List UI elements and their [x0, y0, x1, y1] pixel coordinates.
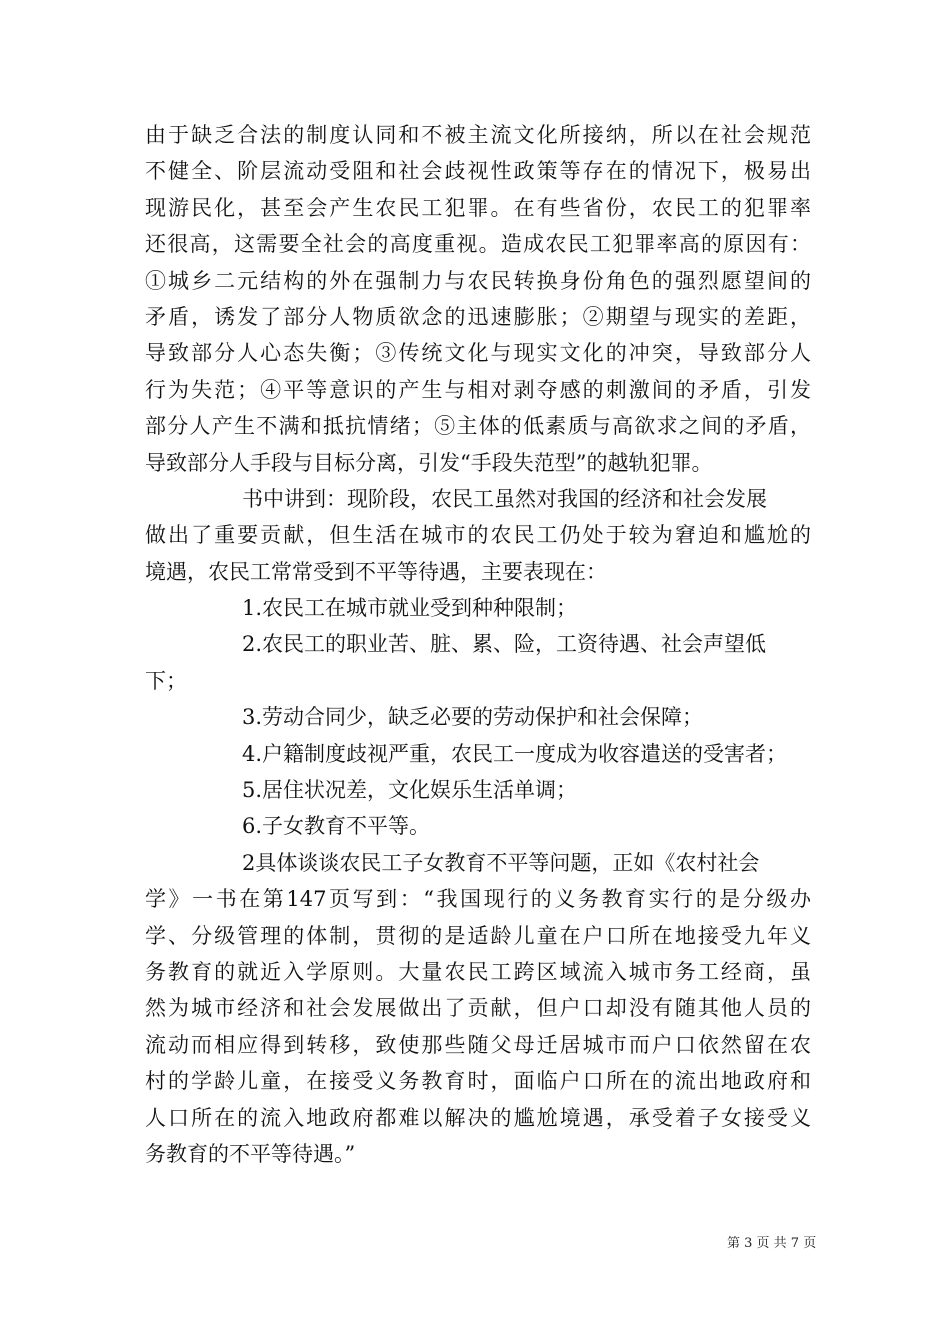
- text-line: 2具体谈谈农民工子女教育不平等问题，正如《农村社会: [242, 850, 760, 875]
- text-line: 人口所在的流入地政府都难以解决的尴尬境遇，承受着子女接受义: [145, 1105, 811, 1130]
- text-line: 现游民化，甚至会产生农民工犯罪。在有些省份，农民工的犯罪率: [145, 195, 811, 220]
- text-line: 学、分级管理的体制，贯彻的是适龄儿童在户口所在地接受九年义: [145, 923, 811, 948]
- numbered-list: [145, 590, 811, 845]
- text-line: 行为失范；④平等意识的产生与相对剥夺感的刺激间的矛盾，引发: [145, 377, 811, 402]
- text-line: 由于缺乏合法的制度认同和不被主流文化所接纳，所以在社会规范: [145, 123, 811, 147]
- list-item-continuation: 下；: [145, 668, 187, 693]
- list-item: 3.劳动合同少，缺乏必要的劳动保护和社会保障；: [242, 705, 704, 730]
- text-line: 还很高，这需要全社会的高度重视。造成农民工犯罪率高的原因有：: [145, 232, 811, 257]
- text-line: 务教育的就近入学原则。大量农民工跨区域流入城市务工经商，虽: [145, 959, 811, 984]
- text-line: 做出了重要贡献，但生活在城市的农民工仍处于较为窘迫和尴尬的: [145, 523, 811, 548]
- text-line: 矛盾，诱发了部分人物质欲念的迅速膨胀；②期望与现实的差距，: [145, 304, 811, 329]
- list-item: 6.子女教育不平等。: [242, 814, 431, 839]
- paragraph-book-statement: [145, 481, 811, 590]
- paragraph-education-quote: [145, 845, 811, 1173]
- text-line: 导致部分人手段与目标分离，引发“手段失范型”的越轨犯罪。: [145, 450, 713, 475]
- text-line: 境遇，农民工常常受到不平等待遇，主要表现在：: [145, 559, 607, 584]
- text-line: 导致部分人心态失衡；③传统文化与现实文化的冲突，导致部分人: [145, 341, 811, 366]
- text-line: 务教育的不平等待遇。”: [145, 1141, 356, 1166]
- list-item: 2.农民工的职业苦、脏、累、险，工资待遇、社会声望低: [242, 632, 767, 657]
- text-line: 书中讲到：现阶段，农民工虽然对我国的经济和社会发展: [242, 486, 767, 511]
- text-line: 不健全、阶层流动受阻和社会歧视性政策等存在的情况下，极易出: [145, 159, 811, 184]
- text-line: 学》一书在第147页写到：“我国现行的义务教育实行的是分级办: [145, 887, 811, 912]
- text-line: ①城乡二元结构的外在强制力与农民转换身份角色的强烈愿望间的: [145, 268, 811, 293]
- text-line: 然为城市经济和社会发展做出了贡献，但户口却没有随其他人员的: [145, 996, 811, 1021]
- document-body: [145, 117, 811, 1172]
- page-number-footer: 第 3 页 共 7 页: [727, 1236, 817, 1251]
- list-item: 5.居住状况差，文化娱乐生活单调；: [242, 778, 578, 803]
- paragraph-crime-causes: [145, 117, 811, 481]
- list-item: 1.农民工在城市就业受到种种限制；: [242, 596, 578, 621]
- list-item: 4.户籍制度歧视严重，农民工一度成为收容遣送的受害者；: [242, 741, 788, 766]
- text-line: 流动而相应得到转移，致使那些随父母迁居城市而户口依然留在农: [145, 1032, 811, 1057]
- text-line: 村的学龄儿童，在接受义务教育时，面临户口所在的流出地政府和: [145, 1069, 811, 1094]
- text-line: 部分人产生不满和抵抗情绪；⑤主体的低素质与高欲求之间的矛盾，: [145, 414, 811, 439]
